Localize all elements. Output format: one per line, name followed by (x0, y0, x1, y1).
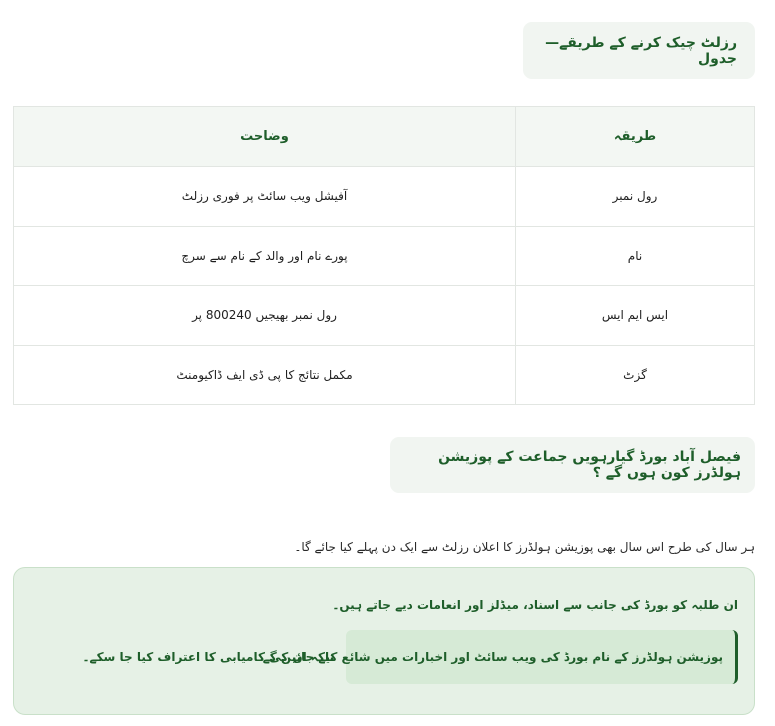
section-heading-methods-text: رزلٹ چیک کرنے کے طریقے—جدول (545, 34, 737, 67)
cell-method: گزٹ (516, 345, 755, 405)
table-row (14, 345, 755, 405)
cell-description: آفیشل ویب سائٹ پر فوری رزلٹ (14, 167, 516, 227)
body-paragraph: ہر سال کی طرح اس سال بھی پوزیشن ہولڈرز کا اعلان رزلٹ سے ایک دن پہلے کیا جائے گا۔ (294, 540, 755, 554)
header-description: وضاحت (14, 107, 516, 167)
cell-method: نام (516, 226, 755, 286)
section-heading-positions (390, 437, 755, 493)
highlight-chip (262, 630, 738, 684)
cell-description: مکمل نتائج کا پی ڈی ایف ڈاکیومنٹ (14, 345, 516, 405)
note-box (13, 567, 755, 715)
cell-description: رول نمبر بھیجیں 800240 پر (14, 286, 516, 346)
note-tail-text: تاکہ ان کی کامیابی کا اعتراف کیا جا سکے۔ (82, 650, 334, 664)
highlight-text: پوزیشن ہولڈرز کے نام بورڈ کی ویب سائٹ اور اخبارات میں شائع کیے جائیں گے (262, 650, 723, 664)
methods-table (13, 106, 755, 405)
table-row (14, 167, 755, 227)
cell-method: رول نمبر (516, 167, 755, 227)
header-method: طریقہ (516, 107, 755, 167)
section-heading-methods (523, 22, 755, 79)
note-line-publish (83, 630, 738, 684)
note-line-awards: ان طلبہ کو بورڈ کی جانب سے اسناد، میڈلز اور انعامات دیے جاتے ہیں۔ (332, 598, 738, 612)
cell-description: پورے نام اور والد کے نام سے سرچ (14, 226, 516, 286)
section-heading-positions-text: فیصل آباد بورڈ گیارہویں جماعت کے پوزیشن ہولڈرز کون ہوں گے ؟ (438, 449, 741, 481)
table-row (14, 286, 755, 346)
table-header-row (14, 107, 755, 167)
table-row (14, 226, 755, 286)
cell-method: ایس ایم ایس (516, 286, 755, 346)
